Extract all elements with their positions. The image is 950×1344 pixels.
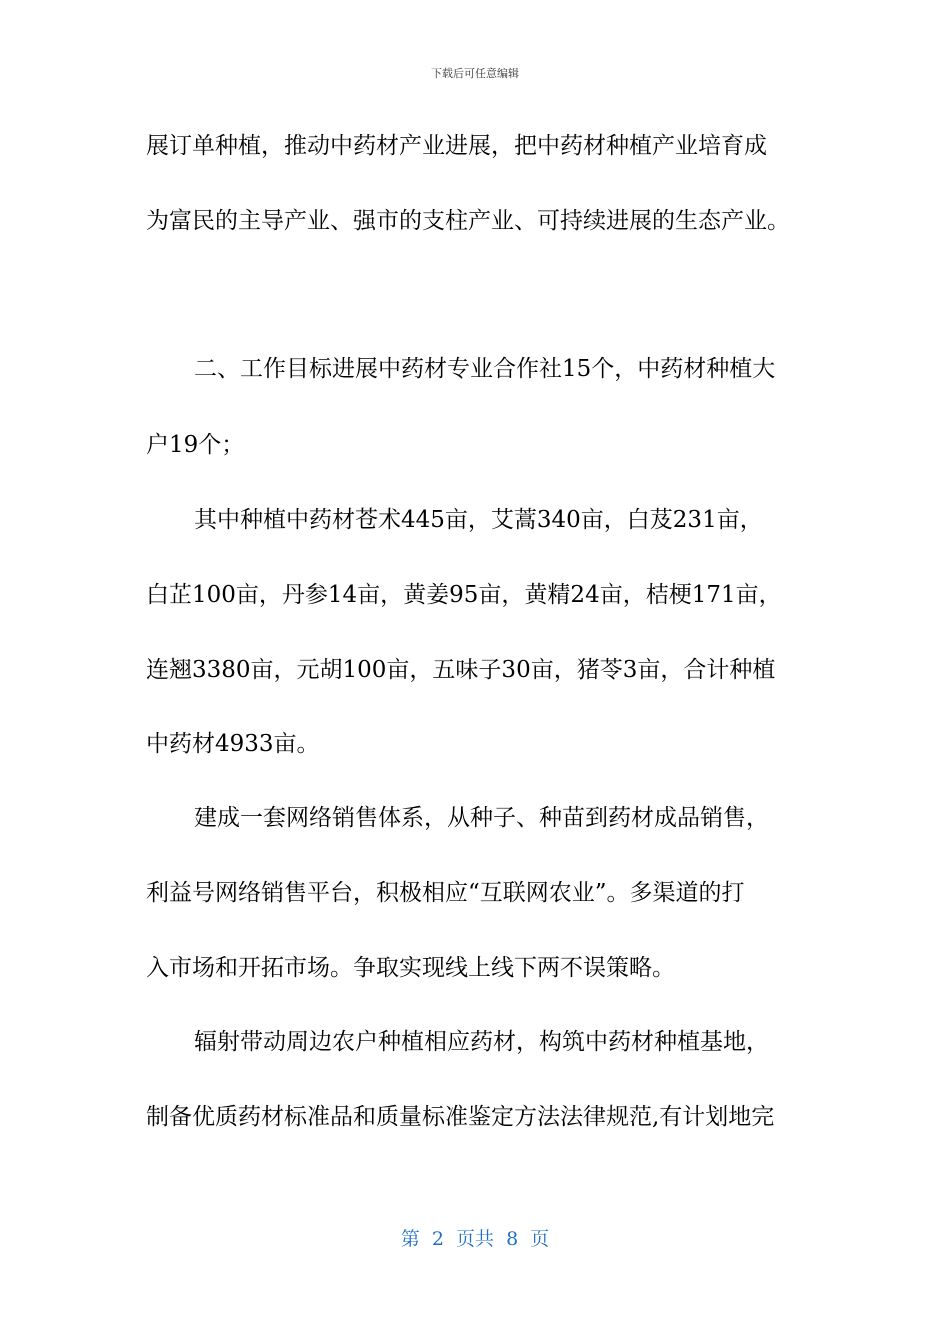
- body-line: 入市场和开拓市场。争取实现线上线下两不误策略。: [146, 955, 675, 981]
- body-line: 制备优质药材标准品和质量标准鉴定方法法律规范,有计划地完: [146, 1104, 775, 1130]
- body-line: 建成一套网络销售体系，从种子、种苗到药材成品销售，: [194, 805, 769, 831]
- page-number-footer: 第 2 页共 8 页: [400, 1228, 550, 1250]
- body-line: 其中种植中药材苍术445亩，艾蒿340亩，白芨231亩，: [194, 507, 763, 533]
- page-header: 下载后可任意编辑: [431, 67, 519, 80]
- body-line: 辐射带动周边农户种植相应药材，构筑中药材种植基地，: [194, 1029, 769, 1055]
- body-line: 展订单种植，推动中药材产业进展，把中药材种植产业培育成: [146, 133, 767, 159]
- body-line: 白芷100亩，丹参14亩，黄姜95亩，黄精24亩，桔梗171亩，: [146, 582, 782, 608]
- body-line: 利益号网络销售平台，积极相应“互联网农业”。多渠道的打: [146, 880, 745, 906]
- body-line: 户19个；: [146, 432, 245, 458]
- section-heading-line: 二、工作目标进展中药材专业合作社15个，中药材种植大: [194, 356, 776, 382]
- body-line: 为富民的主导产业、强市的支柱产业、可持续进展的生态产业。: [146, 208, 790, 234]
- body-line: 连翘3380亩，元胡100亩，五味子30亩，猪苓3亩，合计种植: [146, 657, 776, 683]
- body-line: 中药材4933亩。: [146, 731, 320, 757]
